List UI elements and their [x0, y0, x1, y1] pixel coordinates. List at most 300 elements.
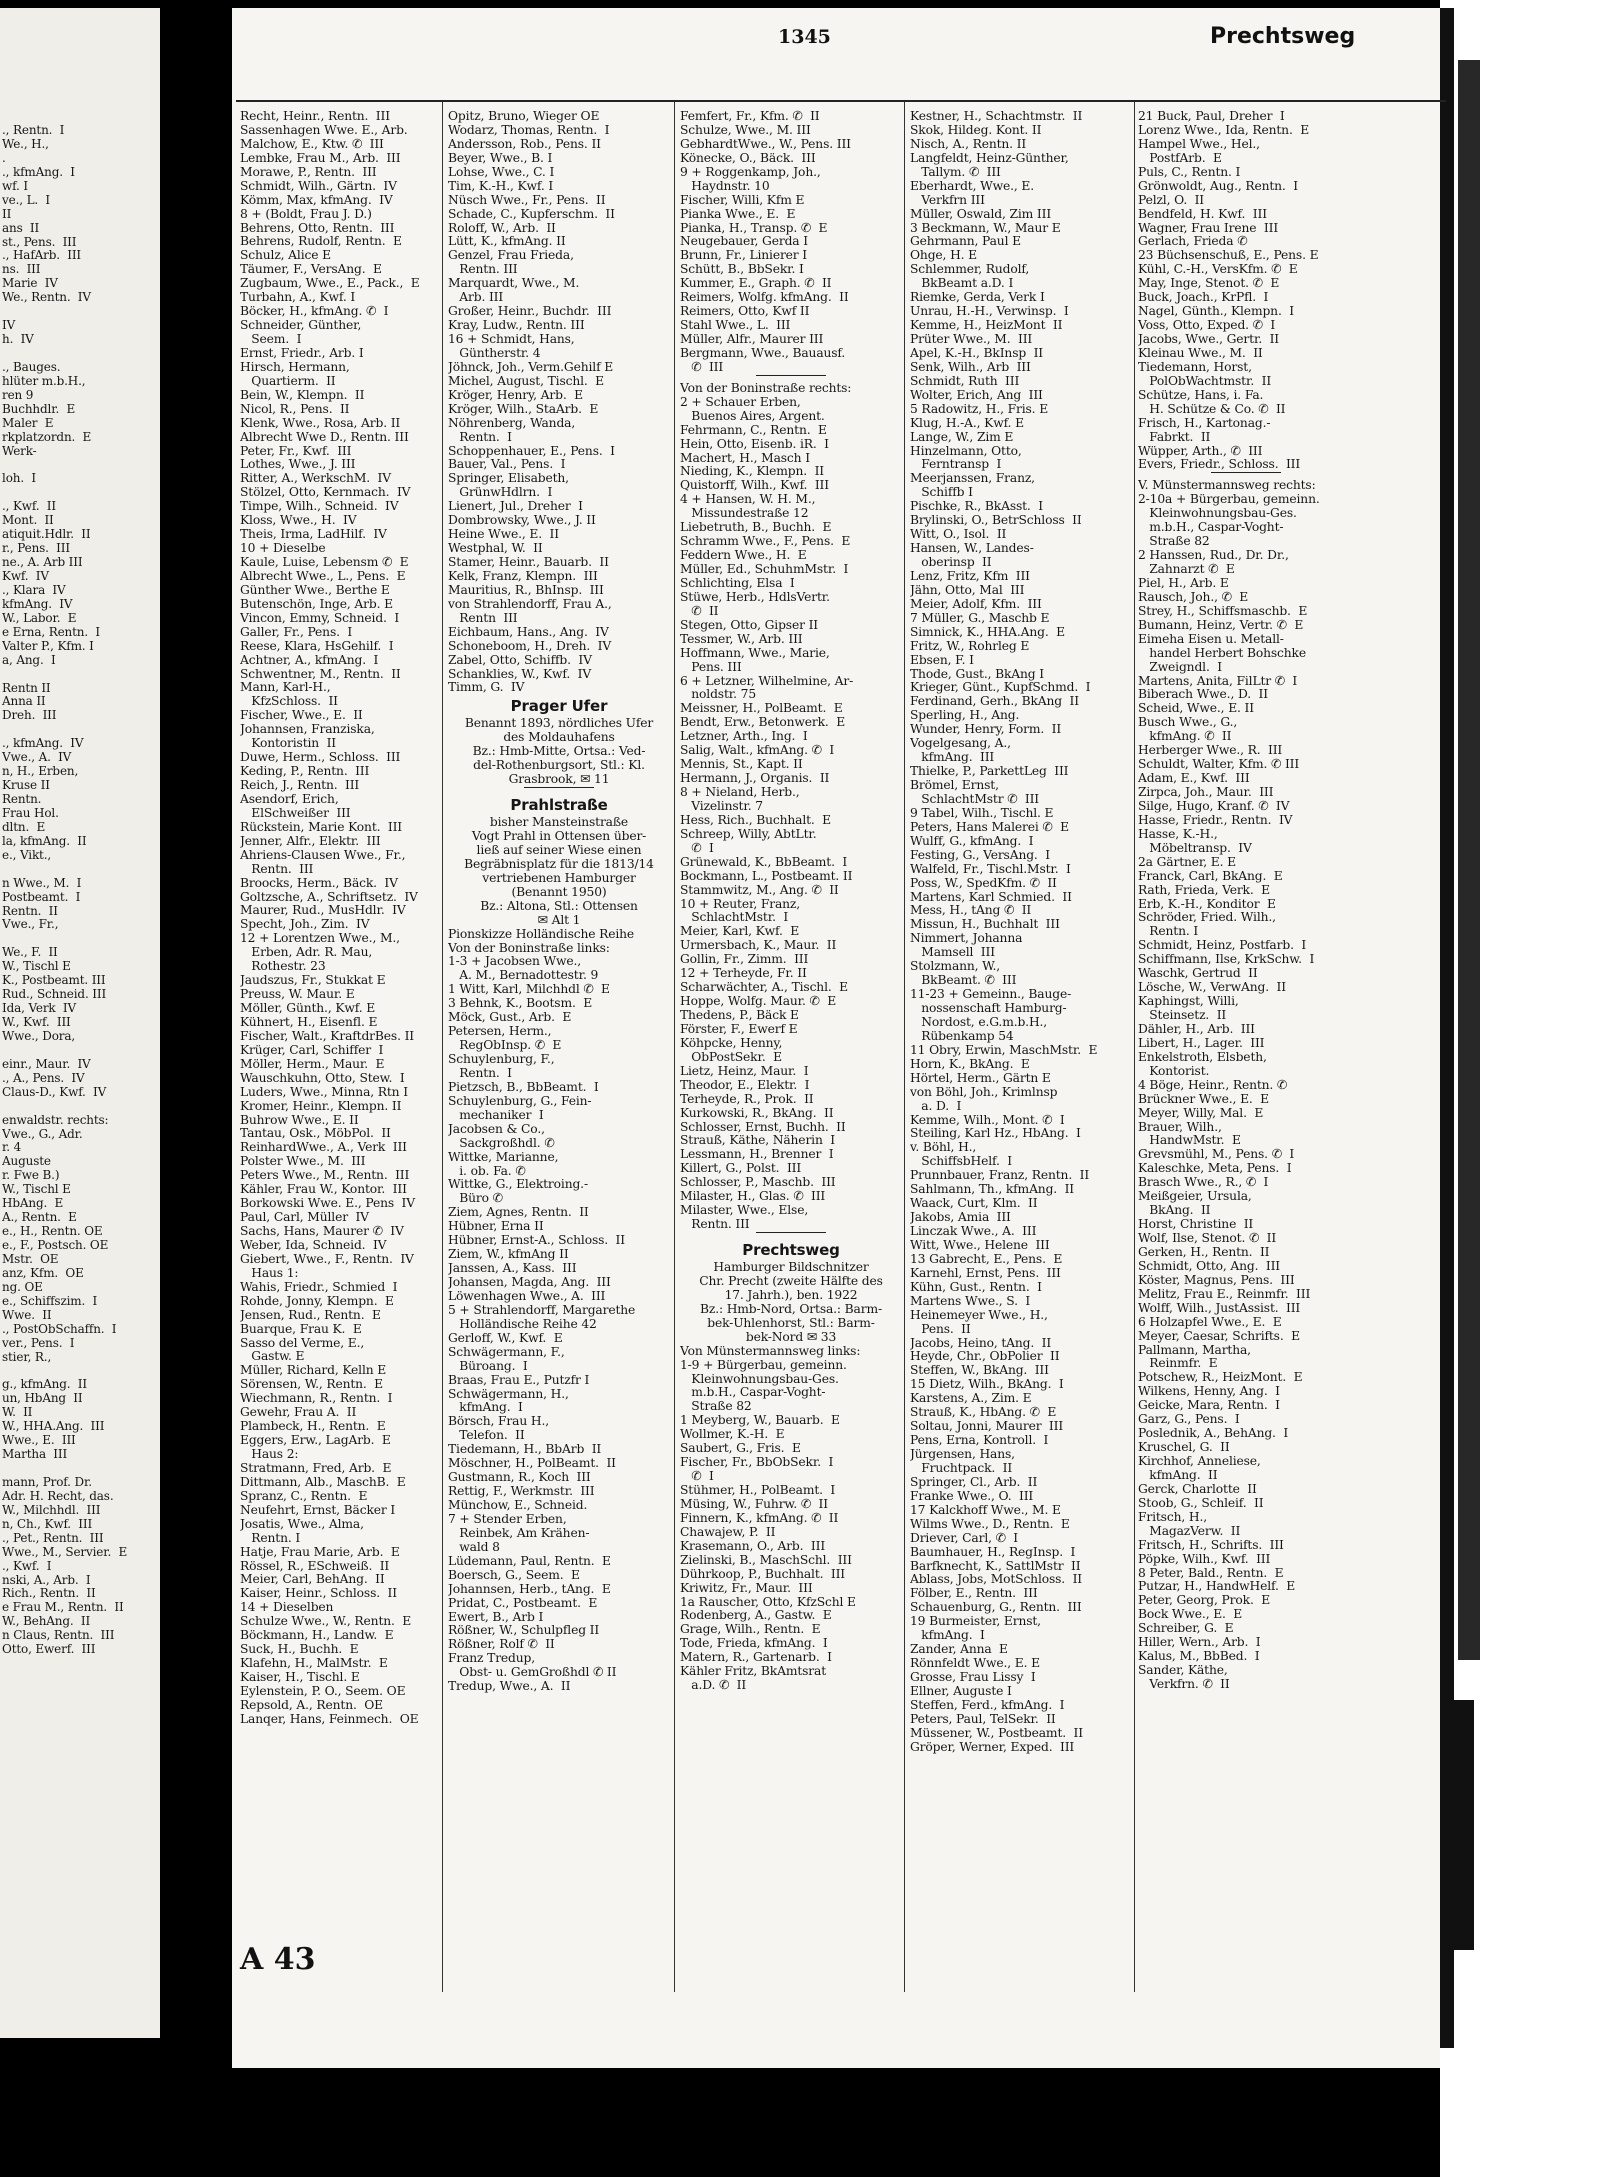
- directory-entry: Schulze, Wwe., M. III: [680, 122, 811, 137]
- directory-entry: Pridat, C., Postbeamt. E: [448, 1595, 598, 1610]
- directory-entry: 21 Buck, Paul, Dreher I: [1138, 110, 1285, 123]
- directory-entry: einr., Maur. IV: [2, 1056, 91, 1071]
- directory-entry: Pens, Erna, Kontroll. I: [910, 1433, 1049, 1448]
- directory-entry: Stratmann, Fred, Arb. E: [240, 1460, 392, 1475]
- directory-entry: Schwägermann, H.,: [448, 1386, 569, 1401]
- directory-entry: Thielke, P., ParkettLeg III: [910, 764, 1069, 779]
- directory-entry: n, Ch., Kwf. III: [2, 1516, 93, 1531]
- directory-entry: Bergmann, Wwe., Bauausf.: [680, 345, 846, 360]
- directory-entry: Mauritius, R., BhInsp. III: [448, 582, 604, 597]
- directory-entry: Bein, W., Klempn. II: [240, 387, 365, 402]
- directory-entry: Ziem, Agnes, Rentn. II: [448, 1205, 589, 1220]
- directory-entry: e., F., Postsch. OE: [2, 1238, 109, 1252]
- directory-entry: Lenz, Fritz, Kfm III: [910, 568, 1030, 583]
- signature-mark: A 43: [240, 1942, 316, 1977]
- directory-entry: Kontoristin II: [240, 736, 336, 751]
- directory-entry: Timm, G. IV: [448, 680, 525, 695]
- directory-entry: von Böhl, Joh., Krimlnsp: [910, 1084, 1058, 1099]
- directory-entry: Springer, Cl., Arb. II: [910, 1474, 1038, 1489]
- directory-entry: Krüger, Carl, Schiffer I: [240, 1042, 384, 1057]
- directory-entry: ., kfmAng. I: [2, 164, 75, 179]
- directory-entry: ver., Pens. I: [2, 1335, 75, 1350]
- directory-entry: Rausch, Joh., ✆ E: [1138, 589, 1249, 604]
- directory-entry: Sassenhagen Wwe. E., Arb.: [240, 122, 408, 137]
- directory-entry: Neufehrt, Ernst, Bäcker I: [240, 1502, 396, 1517]
- directory-entry: Müssener, W., Postbeamt. II: [910, 1725, 1083, 1740]
- directory-entry: Kloss, Wwe., H. IV: [240, 513, 357, 528]
- directory-entry: Verkfrn III: [910, 192, 985, 207]
- directory-entry: Pischke, R., BkAsst. I: [910, 499, 1043, 514]
- directory-entry: Wolf, Ilse, Stenot. ✆ II: [1138, 1231, 1277, 1245]
- directory-entry: Feddern Wwe., H. E: [680, 548, 807, 563]
- directory-entry: Chawajew, P. II: [680, 1524, 776, 1539]
- directory-entry: Vwe., G., Adr.: [2, 1126, 83, 1141]
- directory-entry: Sperling, H., Ang.: [910, 708, 1020, 723]
- column-1: [240, 110, 438, 1990]
- directory-entry: Hampel Wwe., Hel.,: [1138, 136, 1260, 151]
- directory-entry: Tiedemann, Horst,: [1138, 359, 1252, 374]
- directory-entry: Fischer, Willi, Kfm E: [680, 192, 805, 207]
- directory-entry: kfmAng. III: [910, 750, 995, 765]
- directory-entry: Sachs, Hans, Maurer ✆ IV: [240, 1224, 404, 1238]
- directory-entry: Peter, Fr., Kwf. III: [240, 443, 352, 458]
- directory-entry: Köster, Magnus, Pens. III: [1138, 1272, 1295, 1287]
- directory-entry: Rentn. III: [448, 262, 518, 277]
- directory-entry: von Strahlendorff, Frau A.,: [448, 596, 612, 611]
- directory-entry: Anna II: [2, 694, 46, 709]
- directory-entry: V. Münstermannsweg rechts:: [1138, 478, 1316, 493]
- street-note: Hamburger Bildschnitzer: [713, 1260, 869, 1274]
- directory-entry: Pöpke, Wilh., Kwf. III: [1138, 1551, 1271, 1566]
- directory-entry: Meißgeier, Ursula,: [1138, 1189, 1252, 1204]
- directory-entry: [2, 1462, 154, 1476]
- directory-entry: Pens. III: [680, 659, 742, 674]
- directory-entry: Wittke, Marianne,: [448, 1149, 559, 1164]
- directory-entry: Klug, H.-A., Kwf. E: [910, 415, 1024, 430]
- directory-entry: Vwe., A. IV: [2, 750, 72, 765]
- directory-entry: Genzel, Frau Frieda,: [448, 248, 574, 263]
- directory-entry: Timpe, Wilh., Schneid. IV: [240, 499, 399, 514]
- directory-entry: Martens, Anita, FilLtr ✆ I: [1138, 673, 1298, 688]
- directory-entry: A., Rentn. E: [2, 1210, 77, 1225]
- directory-entry: Rentn. I: [240, 1530, 301, 1545]
- directory-entry: Von der Boninstraße links:: [448, 940, 610, 955]
- directory-entry: Hein, Otto, Eisenb. iR. I: [680, 436, 829, 451]
- directory-entry: Kruschel, G. II: [1138, 1440, 1230, 1455]
- directory-entry: e Frau M., Rentn. II: [2, 1600, 124, 1615]
- directory-entry: W., Tischl E: [2, 959, 71, 974]
- directory-entry: Apel, K.-H., BkInsp II: [910, 345, 1044, 360]
- directory-entry: Rohde, Jonny, Klempn. E: [240, 1293, 394, 1308]
- directory-entry: Brunn, Fr., Linierer I: [680, 248, 808, 263]
- directory-entry: ElSchweißer III: [240, 805, 351, 820]
- directory-entry: Vogelgesang, A.,: [910, 736, 1011, 751]
- directory-entry: Krieger, Günt., KupfSchmd. I: [910, 680, 1091, 695]
- directory-entry: Fruchtpack. II: [910, 1460, 1013, 1475]
- column-3: [680, 110, 902, 1990]
- directory-entry: Behrens, Otto, Rentn. III: [240, 220, 395, 235]
- directory-entry: Prunnbauer, Franz, Rentn. II: [910, 1168, 1090, 1183]
- directory-entry: 8 + Nieland, Herb.,: [680, 785, 800, 799]
- directory-entry: Böckmann, H., Landw. E: [240, 1628, 394, 1643]
- directory-entry: Rößner, Rolf ✆ II: [448, 1637, 555, 1652]
- directory-entry: Erb, K.-H., Konditor E: [1138, 896, 1276, 911]
- directory-entry: Reimers, Wolfg. kfmAng. II: [680, 290, 849, 305]
- directory-entry: atiquit.Hdlr. II: [2, 527, 91, 542]
- directory-entry: Schanklies, W., Kwf. IV: [448, 666, 592, 681]
- directory-entry: ., Klara IV: [2, 582, 66, 597]
- directory-entry: kfmAng. II: [1138, 1467, 1218, 1482]
- directory-entry: un, HbAng II: [2, 1391, 83, 1406]
- directory-entry: Mont. II: [2, 513, 54, 528]
- directory-entry: Tessmer, W., Arb. III: [680, 631, 803, 646]
- directory-entry: Claus-D., Kwf. IV: [2, 1084, 107, 1099]
- directory-entry: ng. OE: [2, 1279, 43, 1294]
- directory-entry: wald 8: [448, 1539, 500, 1554]
- directory-entry: Ernst, Friedr., Arb. I: [240, 345, 364, 360]
- directory-entry: Telefon. II: [448, 1428, 525, 1443]
- directory-entry: Möbeltransp. IV: [1138, 840, 1252, 855]
- directory-entry: SchlachtMstr ✆ III: [910, 791, 1039, 806]
- directory-entry: Nagel, Günth., Klempn. I: [1138, 304, 1294, 319]
- directory-entry: 1-9 + Bürgerbau, gemeinn.: [680, 1357, 847, 1372]
- directory-entry: Baumhauer, H., RegInsp. I: [910, 1544, 1076, 1559]
- directory-entry: Otto, Ewerf. III: [2, 1642, 96, 1657]
- directory-entry: Heinemeyer Wwe., H.,: [910, 1307, 1048, 1322]
- directory-entry: Schröder, Fried. Wilh.,: [1138, 910, 1276, 925]
- directory-entry: mann, Prof. Dr.: [2, 1474, 92, 1489]
- page-number: 1345: [778, 26, 831, 48]
- column-4: [910, 110, 1130, 1990]
- directory-entry: SchiffsbHelf. I: [910, 1154, 1012, 1169]
- directory-entry: Josatis, Wwe., Alma,: [240, 1516, 364, 1531]
- directory-entry: Linczak Wwe., A. III: [910, 1224, 1037, 1238]
- directory-entry: ., Kwf. I: [2, 1558, 52, 1573]
- directory-entry: anz, Kfm. OE: [2, 1265, 84, 1280]
- directory-entry: Biberach Wwe., D. II: [1138, 687, 1268, 702]
- directory-entry: Büro ✆: [448, 1191, 503, 1206]
- directory-entry: Walfeld, Fr., Tischl.Mstr. I: [910, 861, 1071, 876]
- directory-entry: Zander, Anna E: [910, 1642, 1008, 1657]
- directory-entry: m.b.H., Caspar-Voght-: [680, 1385, 826, 1400]
- directory-entry: Könecke, O., Bäck. III: [680, 150, 816, 165]
- directory-entry: Enkelstroth, Elsbeth,: [1138, 1049, 1267, 1064]
- directory-entry: Grage, Wilh., Rentn. E: [680, 1622, 821, 1637]
- directory-entry: Albrecht Wwe D., Rentn. III: [240, 429, 409, 444]
- directory-entry: Kähler Fritz, BkAmtsrat: [680, 1664, 826, 1679]
- directory-entry: Wahis, Friedr., Schmied I: [240, 1279, 398, 1294]
- directory-entry: Rentn II: [2, 680, 51, 695]
- directory-entry: Wittke, G., Elektroing.-: [448, 1177, 588, 1192]
- directory-entry: 19 Burmeister, Ernst,: [910, 1614, 1041, 1629]
- directory-entry: Müller, Oswald, Zim III: [910, 206, 1052, 221]
- directory-entry: Rentn. I: [448, 1065, 512, 1080]
- directory-entry: Ellner, Auguste I: [910, 1683, 1012, 1698]
- directory-entry: n Claus, Rentn. III: [2, 1628, 115, 1643]
- directory-entry: Franck, Carl, BkAng. E: [1138, 868, 1283, 883]
- directory-entry: Ohge, H. E: [910, 248, 977, 263]
- directory-entry: 6 + Letzner, Wilhelmine, Ar-: [680, 673, 854, 688]
- directory-entry: Kaiser, H., Tischl. E: [240, 1670, 360, 1684]
- street-note: vertriebenen Hamburger: [482, 870, 636, 885]
- directory-entry: Marquardt, Wwe., M.: [448, 276, 580, 291]
- directory-entry: Gerken, H., Rentn. II: [1138, 1244, 1270, 1259]
- directory-entry: Wwe., E. III: [2, 1433, 76, 1448]
- directory-entry: Mess, H., tAng ✆ II: [910, 903, 1032, 918]
- directory-entry: Andersson, Rob., Pens. II: [448, 136, 601, 151]
- directory-entry: Kray, Ludw., Rentn. III: [448, 318, 585, 333]
- street-note: ✉ Alt 1: [537, 912, 581, 927]
- directory-entry: Langfeldt, Heinz-Günther,: [910, 150, 1069, 165]
- directory-entry: st., Pens. III: [2, 234, 77, 249]
- directory-entry: Beyer, Wwe., B. I: [448, 150, 553, 165]
- directory-entry: Stoob, G., Schleif. II: [1138, 1495, 1264, 1510]
- directory-entry: Karnehl, Ernst, Pens. III: [910, 1265, 1061, 1280]
- directory-entry: 6 Holzapfel Wwe., E. E: [1138, 1314, 1282, 1329]
- directory-entry: Rentn.: [2, 792, 42, 806]
- directory-entry: Suck, H., Buchh. E: [240, 1642, 359, 1657]
- directory-entry: Behrens, Rudolf, Rentn. E: [240, 234, 402, 249]
- directory-entry: Neugebauer, Gerda I: [680, 234, 808, 249]
- directory-entry: Rentn. I: [1138, 924, 1199, 939]
- directory-entry: Sackgroßhdl. ✆: [448, 1135, 555, 1150]
- directory-entry: Gröper, Werner, Exped. III: [910, 1739, 1075, 1754]
- directory-entry: Kleinwohnungsbau-Ges.: [1138, 506, 1297, 521]
- directory-entry: Schuldt, Walter, Kfm. ✆ III: [1138, 757, 1300, 772]
- directory-entry: ., PostObSchaffn. I: [2, 1321, 117, 1336]
- directory-entry: ✆ III: [680, 359, 724, 374]
- directory-entry: Verkfrn. ✆ II: [1138, 1677, 1230, 1691]
- directory-entry: .: [2, 150, 6, 165]
- directory-entry: Schlosser, P., Maschb. III: [680, 1175, 836, 1190]
- street-note: Bz.: Hmb-Mitte, Ortsa.: Ved-: [472, 744, 646, 759]
- directory-entry: Fritz, W., Rohrleg E: [910, 638, 1030, 653]
- directory-entry: Kleinwohnungsbau-Ges.: [680, 1371, 839, 1386]
- directory-entry: Ferdinand, Gerh., BkAng II: [910, 694, 1079, 709]
- directory-entry: Senk, Wilh., Arb III: [910, 359, 1031, 374]
- directory-entry: Schulz, Alice E: [240, 248, 331, 263]
- directory-entry: Meyer, Caesar, Schrifts. E: [1138, 1328, 1300, 1343]
- directory-entry: hlüter m.b.H.,: [2, 373, 86, 388]
- directory-entry: Postbeamt. I: [2, 889, 81, 904]
- directory-entry: Ablass, Jobs, MotSchloss. II: [910, 1572, 1083, 1587]
- directory-entry: Ahriens-Clausen Wwe., Fr.,: [240, 847, 406, 862]
- directory-entry: Butenschön, Inge, Arb. E: [240, 596, 393, 611]
- directory-entry: e., H., Rentn. OE: [2, 1224, 103, 1239]
- directory-entry: ✆ I: [680, 840, 714, 855]
- directory-entry: Förster, F., Ewerf E: [680, 1021, 798, 1036]
- directory-entry: 12 + Terheyde, Fr. II: [680, 966, 807, 981]
- directory-entry: Schlichting, Elsa I: [680, 575, 795, 590]
- directory-entry: Müller, Richard, Kelln E: [240, 1363, 387, 1378]
- directory-entry: Missun, H., Buchhalt III: [910, 917, 1060, 932]
- directory-entry: e Erna, Rentn. I: [2, 624, 100, 639]
- directory-entry: Finnern, K., kfmAng. ✆ II: [680, 1510, 839, 1525]
- directory-entry: 4 Böge, Heinr., Rentn. ✆: [1138, 1077, 1288, 1092]
- directory-entry: Jenner, Alfr., Elektr. III: [240, 833, 381, 848]
- directory-entry: May, Inge, Stenot. ✆ E: [1138, 276, 1280, 291]
- directory-entry: 2a Gärtner, E. E: [1138, 854, 1236, 869]
- street-heading: Prechtsweg: [742, 1241, 840, 1259]
- directory-entry: Karstens, A., Zim. E: [910, 1391, 1032, 1406]
- directory-entry: Festing, G., VersAng. I: [910, 847, 1050, 862]
- directory-entry: Repsold, A., Rentn. OE: [240, 1697, 384, 1712]
- directory-entry: Thedens, P., Bäck E: [680, 1008, 799, 1022]
- directory-entry: Zielinski, B., MaschSchl. III: [680, 1552, 852, 1567]
- directory-entry: Bockmann, L., Postbeamt. II: [680, 868, 853, 883]
- directory-entry: Stammwitz, M., Ang. ✆ II: [680, 882, 839, 897]
- directory-entry: Kontorist.: [1138, 1063, 1210, 1078]
- directory-entry: Ida, Verk IV: [2, 1001, 76, 1016]
- directory-entry: Straße 82: [680, 1399, 752, 1414]
- directory-entry: Brylinski, O., BetrSchloss II: [910, 513, 1082, 528]
- directory-entry: [2, 486, 154, 500]
- directory-entry: Pietzsch, B., BbBeamt. I: [448, 1079, 599, 1094]
- scan-margin: [1440, 0, 1600, 2177]
- directory-entry: 16 + Schmidt, Hans,: [448, 332, 575, 346]
- directory-entry: Nordost, e.G.m.b.H.,: [910, 1014, 1048, 1029]
- directory-entry: Rentn. I: [448, 429, 512, 444]
- directory-entry: Garz, G., Pens. I: [1138, 1412, 1240, 1427]
- directory-entry: Petersen, Herm.,: [448, 1024, 552, 1039]
- directory-entry: W., BehAng. II: [2, 1614, 91, 1629]
- directory-entry: Quistorff, Wilh., Kwf. III: [680, 478, 829, 493]
- directory-entry: Lothes, Wwe., J. III: [240, 457, 356, 472]
- directory-entry: Theodor, E., Elektr. I: [680, 1077, 810, 1092]
- directory-entry: Großer, Heinr., Buchdr. III: [448, 304, 612, 319]
- directory-entry: Kähler, Frau W., Kontor. III: [240, 1182, 407, 1197]
- directory-entry: ans II: [2, 220, 40, 235]
- directory-entry: Strauß, Käthe, Näherin I: [680, 1133, 835, 1148]
- directory-entry: Sander, Käthe,: [1138, 1663, 1228, 1678]
- directory-entry: Schade, C., Kupferschm. II: [448, 206, 615, 221]
- directory-entry: Sörensen, W., Rentn. E: [240, 1377, 384, 1392]
- directory-entry: Kalus, M., BbBed. I: [1138, 1649, 1260, 1664]
- directory-entry: 3 Beckmann, W., Maur E: [910, 220, 1061, 235]
- directory-entry: Pallmann, Martha,: [1138, 1342, 1251, 1357]
- directory-entry: i. ob. Fa. ✆: [448, 1163, 526, 1178]
- directory-entry: Köhpcke, Henny,: [680, 1035, 783, 1050]
- directory-entry: We., Rentn. IV: [2, 290, 91, 305]
- directory-entry: [2, 863, 154, 877]
- directory-entry: Geicke, Mara, Rentn. I: [1138, 1398, 1280, 1413]
- directory-entry: Rettig, F., Werkmstr. III: [448, 1484, 595, 1499]
- directory-entry: Goltzsche, A., Schriftsetz. IV: [240, 889, 418, 904]
- directory-entry: Eimeha Eisen u. Metall-: [1138, 631, 1284, 646]
- directory-entry: Kriwitz, Fr., Maur. III: [680, 1580, 813, 1595]
- directory-entry: Meerjanssen, Franz,: [910, 471, 1035, 486]
- directory-entry: Adr. H. Recht, das.: [2, 1488, 114, 1503]
- directory-entry: Hübner, Ernst-A., Schloss. II: [448, 1233, 625, 1248]
- directory-entry: Brasch Wwe., R., ✆ I: [1138, 1175, 1269, 1190]
- directory-entry: Hasse, Friedr., Rentn. IV: [1138, 812, 1293, 827]
- directory-entry: 2 Hanssen, Rud., Dr. Dr.,: [1138, 548, 1289, 563]
- directory-entry: 14 + Dieselben: [240, 1600, 334, 1615]
- directory-entry: Meyer, Willy, Mal. E: [1138, 1105, 1264, 1120]
- directory-entry: Arb. III: [448, 290, 504, 305]
- directory-entry: ., HafArb. III: [2, 248, 82, 263]
- directory-entry: Schmidt, Wilh., Gärtn. IV: [240, 178, 397, 193]
- directory-entry: Kestner, H., Schachtmstr. II: [910, 110, 1083, 123]
- directory-entry: 10 + Reuter, Franz,: [680, 896, 800, 911]
- directory-entry: Rentn. II: [2, 903, 58, 918]
- directory-entry: Kühn, Gust., Rentn. I: [910, 1279, 1042, 1294]
- directory-entry: Zahnarzt ✆ E: [1138, 562, 1235, 576]
- directory-entry: BkAng. II: [1138, 1203, 1211, 1218]
- directory-entry: loh. I: [2, 471, 36, 486]
- directory-entry: Reinmfr. E: [1138, 1356, 1218, 1371]
- running-title: Prechtsweg: [1210, 24, 1356, 49]
- directory-entry: Fölber, E., Rentn. III: [910, 1586, 1038, 1601]
- directory-entry: Franke Wwe., O. III: [910, 1488, 1034, 1503]
- directory-entry: Albrecht Wwe., L., Pens. E: [240, 568, 406, 583]
- directory-entry: Meier, Adolf, Kfm. III: [910, 596, 1042, 611]
- directory-entry: Busch Wwe., G.,: [1138, 715, 1238, 730]
- directory-entry: Bendfeld, H. Kwf. III: [1138, 206, 1267, 221]
- directory-entry: Hansen, W., Landes-: [910, 541, 1034, 556]
- directory-entry: Von der Boninstraße rechts:: [680, 380, 852, 395]
- directory-entry: Liebetruth, B., Buchh. E: [680, 520, 832, 535]
- directory-entry: Grünewald, K., BbBeamt. I: [680, 854, 848, 869]
- directory-entry: Rud., Schneid. III: [2, 987, 107, 1002]
- directory-entry: Michel, August, Tischl. E: [448, 373, 605, 388]
- column-rule-2: [674, 102, 675, 1992]
- directory-entry: 7 Müller, G., Maschb E: [910, 610, 1050, 625]
- directory-entry: Frisch, H., Kartonag.-: [1138, 415, 1271, 430]
- directory-entry: Melitz, Frau E., Reinmfr. III: [1138, 1286, 1311, 1301]
- directory-entry: Specht, Joh., Zim. IV: [240, 917, 370, 932]
- directory-entry: Skok, Hildeg. Kont. II: [910, 122, 1042, 137]
- directory-entry: Rößner, W., Schulpfleg II: [448, 1623, 600, 1638]
- directory-entry: Herberger Wwe., R. III: [1138, 743, 1283, 758]
- directory-entry: Lohse, Wwe., C. I: [448, 164, 555, 179]
- directory-entry: Broocks, Herm., Bäck. IV: [240, 875, 398, 890]
- street-note: del-Rothenburgsort, Stl.: Kl.: [473, 758, 645, 773]
- street-note: Bz.: Altona, Stl.: Ottensen: [480, 898, 638, 913]
- directory-entry: Peters, Hans Malerei ✆ E: [910, 819, 1069, 834]
- directory-entry: Schuylenburg, G., Fein-: [448, 1093, 592, 1108]
- street-note: Benannt 1893, nördliches Ufer: [464, 716, 654, 731]
- directory-entry: Steiling, Karl Hz., HbAng. I: [910, 1126, 1081, 1141]
- directory-entry: Börsch, Frau H.,: [448, 1414, 549, 1429]
- directory-entry: Lembke, Frau M., Arb. III: [240, 150, 401, 165]
- directory-entry: Seem. I: [240, 332, 302, 346]
- directory-entry: Bendt, Erw., Betonwerk. E: [680, 715, 846, 730]
- directory-entry: Schreep, Willy, AbtLtr.: [680, 826, 817, 841]
- directory-entry: Haus 1:: [240, 1265, 299, 1280]
- directory-entry: Heyde, Chr., ObPolier II: [910, 1349, 1060, 1364]
- directory-entry: KfzSchloss. II: [240, 694, 338, 709]
- directory-entry: Kömm, Max, kfmAng. IV: [240, 192, 393, 207]
- directory-entry: kfmAng. IV: [2, 596, 73, 611]
- directory-entry: Täumer, F., VersAng. E: [240, 262, 382, 277]
- directory-entry: Plambeck, H., Rentn. E: [240, 1419, 386, 1434]
- directory-entry: Prüter Wwe., M. III: [910, 332, 1033, 346]
- directory-entry: Hess, Rich., Buchhalt. E: [680, 812, 832, 827]
- directory-entry: Schramm Wwe., F., Pens. E: [680, 534, 851, 549]
- directory-entry: ., Rentn. I: [2, 124, 65, 137]
- directory-entry: Fritsch, H.,: [1138, 1509, 1207, 1524]
- directory-entry: Morawe, P., Rentn. III: [240, 164, 377, 179]
- directory-entry: Silge, Hugo, Kranf. ✆ IV: [1138, 798, 1290, 813]
- directory-entry: Steffen, W., BkAng. III: [910, 1363, 1049, 1378]
- directory-entry: kfmAng. I: [910, 1628, 985, 1643]
- directory-entry: Jacobs, Wwe., Gertr. II: [1138, 332, 1280, 346]
- directory-entry: Stegen, Otto, Gipser II: [680, 617, 818, 632]
- directory-entry: Westphal, W. II: [448, 541, 543, 556]
- directory-entry: Fritsch, H., Schrifts. III: [1138, 1537, 1284, 1552]
- directory-entry: Hiller, Wern., Arb. I: [1138, 1635, 1261, 1650]
